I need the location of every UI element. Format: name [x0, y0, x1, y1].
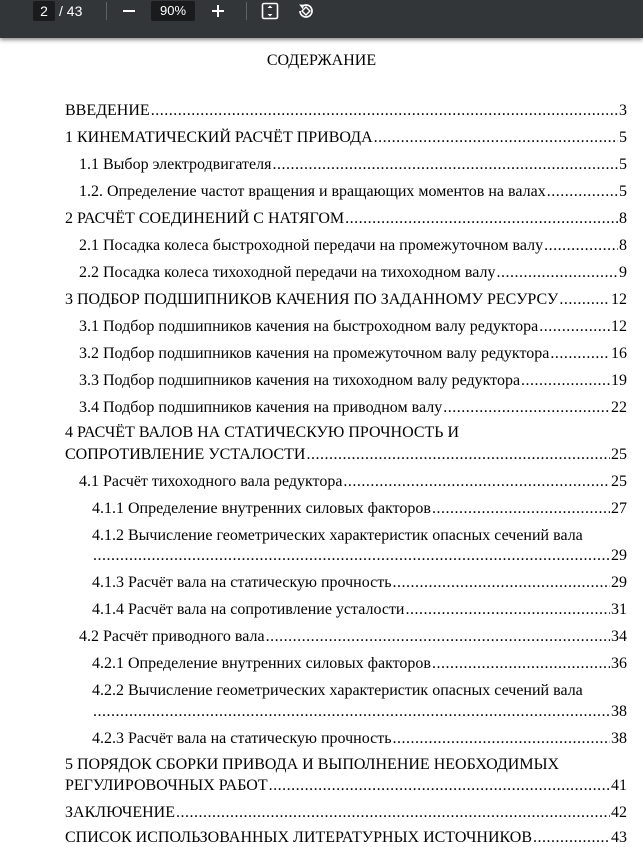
toc-title: СОДЕРЖАНИЕ [266, 52, 377, 69]
toc-dot-leader [432, 655, 610, 673]
toc-entry[interactable]: 4.2.1 Определение внутренних силовых факторов ..... 36 [92, 655, 627, 673]
toc-dot-leader [432, 500, 610, 518]
minus-icon [122, 4, 136, 18]
toc-dot-leader [392, 574, 610, 592]
toc-entry-line1[interactable]: 4 РАСЧЁТ ВАЛОВ НА СТАТИЧЕСКУЮ ПРОЧНОСТЬ И [65, 424, 460, 441]
toc-page-number: 36 [611, 655, 627, 672]
toc-entry[interactable]: 4.1.1 Определение внутренних силовых факторов ..... 27 [92, 500, 627, 518]
toc-dot-leader [559, 291, 610, 309]
toc-entry[interactable]: 4.2 Расчёт приводного вала ..... 34 [79, 628, 627, 646]
toc-page-number: 29 [611, 547, 627, 564]
toc-page-number: 25 [611, 473, 627, 490]
fit-to-page-button[interactable] [258, 0, 282, 22]
zoom-out-button[interactable] [117, 0, 141, 22]
toc-entry[interactable]: 3.4 Подбор подшипников качения на приводном валу ..... 22 [79, 399, 627, 417]
toolbar-divider [106, 2, 107, 20]
toc-entry[interactable]: РЕГУЛИРОВОЧНЫХ РАБОТ ..... 41 [65, 777, 627, 795]
toc-page-number: 29 [611, 574, 627, 591]
toc-dot-leader [176, 804, 610, 822]
page-total: 43 [66, 3, 83, 19]
toc-page-number: 38 [611, 703, 627, 720]
toc-dot-leader [544, 237, 618, 255]
toc-page-number: 22 [611, 399, 627, 416]
toc-dot-leader [533, 829, 610, 847]
toc-entry[interactable]: СОПРОТИВЛЕНИЕ УСТАЛОСТИ ..... 25 [65, 446, 627, 464]
toc-page-number: 3 [619, 102, 627, 119]
toc-dot-leader [93, 703, 610, 721]
toc-entry[interactable]: 3.2 Подбор подшипников качения на промежуточном валу редуктора ..... 16 [79, 345, 627, 363]
toc-entry[interactable]: 3.1 Подбор подшипников качения на быстроходном валу редуктора ..... 12 [79, 318, 627, 336]
toc-dot-leader [93, 547, 610, 565]
toc-entry[interactable]: 4.2.3 Расчёт вала на статическую прочность ..... 38 [92, 730, 627, 748]
toc-entry[interactable]: 2 РАСЧЁТ СОЕДИНЕНИЙ С НАТЯГОМ ..... 8 [65, 210, 627, 228]
toc-entry[interactable]: 1.1 Выбор электродвигателя ..... 5 [79, 156, 627, 174]
zoom-level-input[interactable]: 90% [151, 1, 195, 21]
toolbar-divider [246, 2, 247, 20]
toc-entry[interactable]: 3 ПОДБОР ПОДШИПНИКОВ КАЧЕНИЯ ПО ЗАДАННОМУ РЕСУРСУ ..... 12 [65, 291, 627, 309]
toc-page-number: 38 [611, 730, 627, 747]
toc-entry[interactable] [92, 547, 627, 565]
page-number-input[interactable]: 2 [33, 1, 55, 21]
toc-dot-leader [406, 601, 611, 619]
toc-entry[interactable]: 4.1 Расчёт тихоходного вала редуктора ..... 25 [79, 473, 627, 491]
toc-entry[interactable]: 2.1 Посадка колеса быстроходной передачи на промежуточном валу ..... 8 [79, 237, 627, 255]
toc-entry[interactable]: ЗАКЛЮЧЕНИЕ ..... 42 [65, 804, 627, 822]
toc-page-number: 34 [611, 628, 627, 645]
toc-entry[interactable]: СПИСОК ИСПОЛЬЗОВАННЫХ ЛИТЕРАТУРНЫХ ИСТОЧНИКОВ ..... 43 [65, 829, 627, 847]
toc-page-number: 12 [611, 318, 627, 335]
toc-page-number: 8 [619, 237, 627, 254]
toc-page-number: 42 [611, 804, 627, 821]
rotate-button[interactable] [294, 0, 318, 22]
toc-dot-leader [550, 345, 610, 363]
toc-page-number: 43 [611, 829, 627, 846]
toc-entry-line1[interactable]: 5 ПОРЯДОК СБОРКИ ПРИВОДА И ВЫПОЛНЕНИЕ НЕОБХОДИМЫХ [65, 756, 560, 773]
toc-dot-leader [374, 129, 618, 147]
toc-page-number: 25 [611, 446, 627, 463]
toc-page-number: 5 [619, 129, 627, 146]
toc-page-number: 8 [619, 210, 627, 227]
toc-page-number: 41 [611, 777, 627, 794]
toc-dot-leader [272, 156, 618, 174]
toc-dot-leader [343, 473, 610, 491]
toc-page-number: 19 [611, 372, 627, 389]
toc-page-number: 12 [611, 291, 627, 308]
toc-entry[interactable]: 3.3 Подбор подшипников качения на тихоходном валу редуктора ..... 19 [79, 372, 627, 390]
toc-entry[interactable]: 4.1.3 Расчёт вала на статическую прочность ..... 29 [92, 574, 627, 592]
toc-page-number: 16 [611, 345, 627, 362]
toc-dot-leader [539, 318, 610, 336]
toc-entry[interactable]: 1 КИНЕМАТИЧЕСКИЙ РАСЧЁТ ПРИВОДА ..... 5 [65, 129, 627, 147]
toc-page-number: 27 [611, 500, 627, 517]
toc-entry[interactable] [92, 703, 627, 721]
page-count [59, 1, 82, 21]
toc-dot-leader [345, 210, 618, 228]
page-separator: / [59, 3, 63, 19]
toc-dot-leader [266, 628, 610, 646]
toc-dot-leader [151, 102, 618, 120]
toc-entry[interactable]: 2.2 Посадка колеса тихоходной передачи на тихоходном валу ..... 9 [79, 264, 627, 282]
toc-entry[interactable]: 4.1.4 Расчёт вала на сопротивление усталости ..... 31 [92, 601, 627, 619]
toc-entry[interactable]: 1.2. Определение частот вращения и вращающих моментов на валах ..... 5 [79, 183, 627, 201]
toc-page-number: 9 [619, 264, 627, 281]
pdf-toolbar [0, 0, 643, 38]
toc-dot-leader [269, 777, 610, 795]
toc-entry-line1[interactable]: 4.1.2 Вычисление геометрических характеристик опасных сечений вала [92, 527, 583, 544]
toc-dot-leader [521, 372, 610, 390]
toc-page-number: 5 [619, 183, 627, 200]
toc-entry-line1[interactable]: 4.2.2 Вычисление геометрических характеристик опасных сечений вала [92, 682, 583, 699]
toc-dot-leader [547, 183, 618, 201]
plus-icon [211, 4, 225, 18]
toc-page-number: 31 [611, 601, 627, 618]
toc-dot-leader [306, 446, 610, 464]
fit-page-icon [261, 2, 279, 20]
toc-dot-leader [392, 730, 610, 748]
toc-entry[interactable]: ВВЕДЕНИЕ ..... 3 [65, 102, 627, 120]
toc-dot-leader [443, 399, 610, 417]
toc-dot-leader [497, 264, 619, 282]
rotate-icon [296, 1, 316, 21]
zoom-in-button[interactable] [206, 0, 230, 22]
toc-page-number: 5 [619, 156, 627, 173]
